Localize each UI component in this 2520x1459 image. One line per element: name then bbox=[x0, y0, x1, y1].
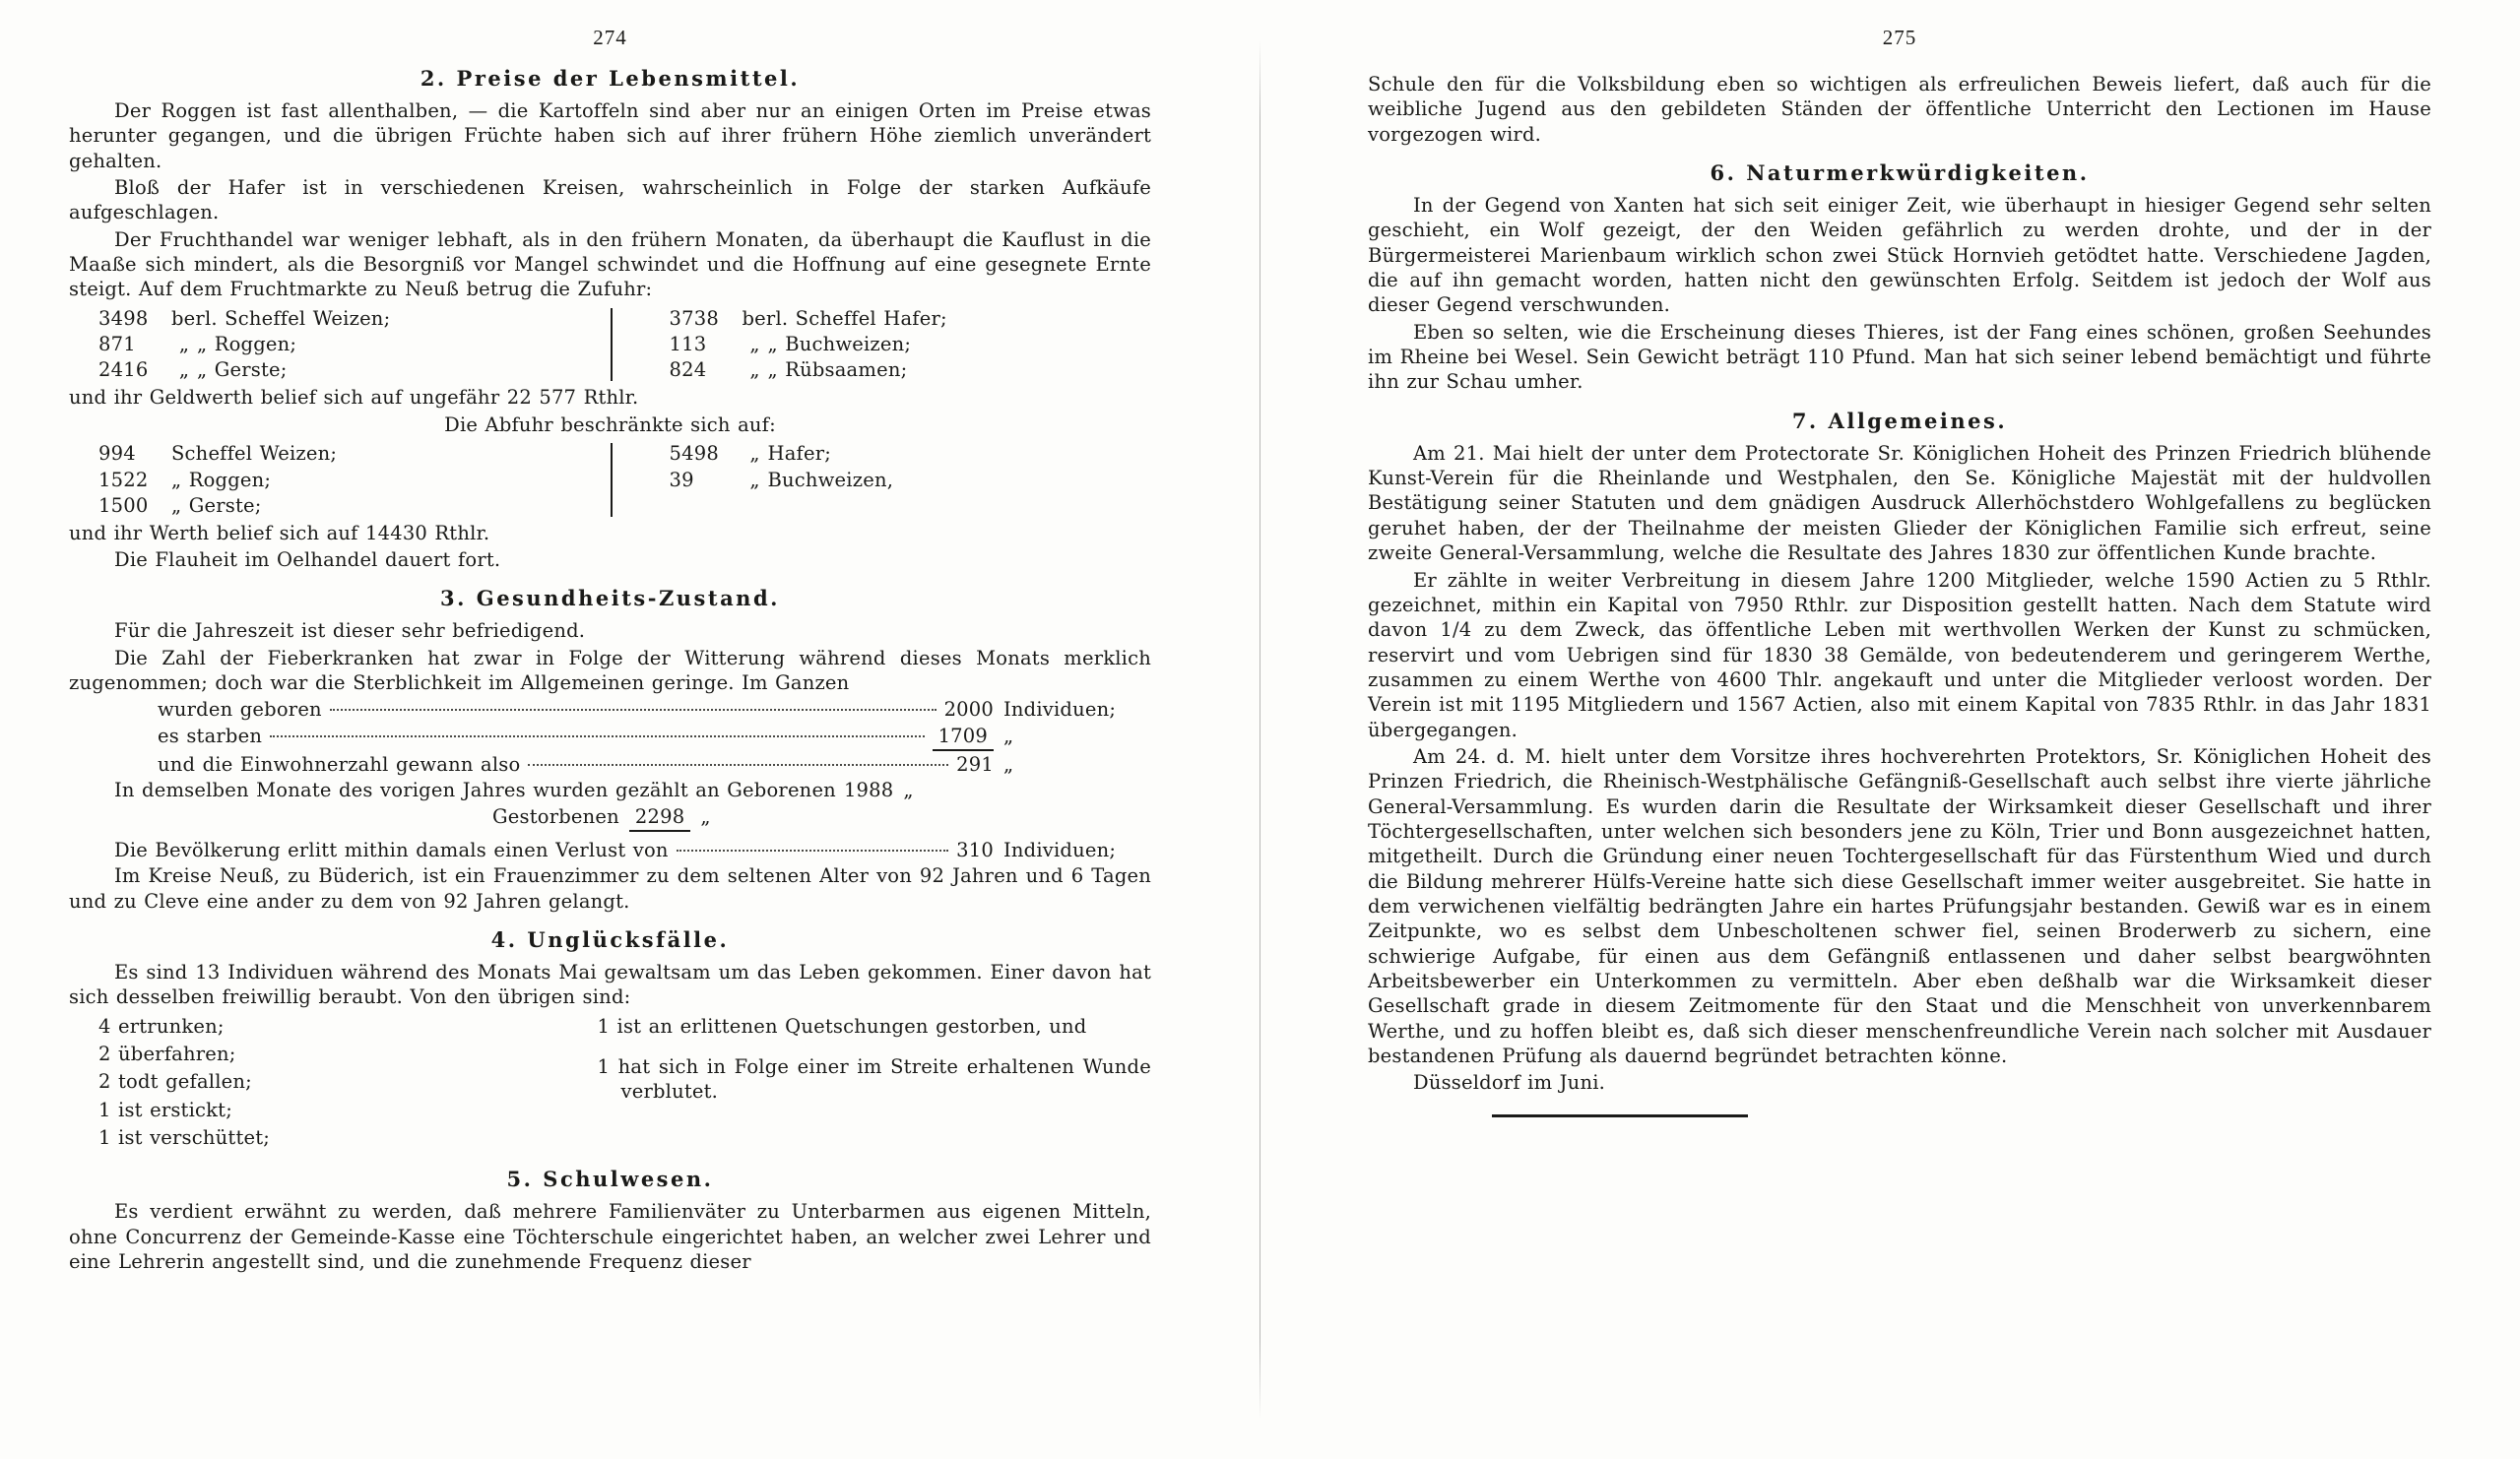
stat-row-died bbox=[69, 724, 1151, 751]
accidents-list-right bbox=[578, 1014, 1151, 1154]
leader-dots bbox=[528, 764, 948, 766]
cell-ditto: „ bbox=[749, 358, 760, 382]
leader-dots bbox=[677, 850, 948, 852]
stat-row-born bbox=[69, 697, 1151, 722]
abfuhr-table bbox=[69, 441, 1151, 518]
cell-unit: „ Rübsaamen; bbox=[767, 358, 908, 382]
stat-value: 310 bbox=[956, 838, 994, 861]
cell-ditto: „ bbox=[178, 333, 190, 356]
list-item: 2 todt gefallen; bbox=[98, 1070, 252, 1094]
stat-value: 291 bbox=[956, 752, 994, 776]
paragraph-continuation: Schule den für die Volksbildung eben so wichtigen als erfreulichen Beweis liefert, daß auch für die weibliche Jugend aus den gebildeten Ständen der öffentliche Unterricht den Lectionen im Hause vorgezogen wird. bbox=[1368, 73, 2431, 146]
stat-unit: „ bbox=[700, 804, 711, 828]
paragraph: Am 24. d. M. hielt unter dem Vorsitze ihres hochverehrten Protektors, Sr. Königlichen Hoheit des Prinzen Friedrich, die Rheinisch-Westphälische Gefängniß-Gesellschaft auch selbst ihre vierte jährliche General-Versammlung. Es wurden darin die Resultate der Wirksamkeit dieser Gesellschaft und ihrer Töchtergesellschaften, unter welchen sich besonders jene zu Köln, Trier und Bonn ausgezeichnet hatten, mitgetheilt. Durch die Gründung einer neuen Tochtergesellschaft für das Fürstenthum Wied und durch die Bildung mehrerer Hülfs-Vereine hatte sich diese Gesellschaft immer weiter ausgebreitet. Sie hatte in dem verwichenen vielfältig bedrängten Jahre ein hartes Prüfungsjahr bestanden. Gewiß war es in einem Zeitpunkte, wo es selbst dem Unbescholtenen schwer fiel, seinen Broderwerb zu sichern, eine schwierige Aufgabe, für einen aus dem Gefängniß entlassenen und daher selbst beargwöhnten Arbeitsbewerber ein Unterkommen zu vermitteln. Aber eben deßhalb war die Wirksamkeit dieser Gesellschaft grade in diesem Zeitmomente für den Staat und die Menschheit von unverkennbarem Werthe, und zu hoffen bleibt es, daß sich dieser menschenfreundliche Verein nach solcher mit Ausdauer bestandenen Prüfung als dauernd begründet betrachten könne. bbox=[1368, 744, 2431, 1068]
list-item: 1 ist an erlittenen Quetschungen gestorben, und bbox=[597, 1014, 1087, 1038]
cell-ditto: „ bbox=[178, 358, 190, 382]
paragraph: Am 21. Mai hielt der unter dem Protectorate Sr. Königlichen Hoheit des Prinzen Friedrich blühende Kunst-Verein für die Rheinlande und Westphalen, den Se. Königliche Majestät mit der huldvollen Bestätigung seiner Statuten und dem gnädigen Ausdruck Allerhöchstdero Wohlgefallens zu beglücken geruhet haben, der der Theilnahme der meisten Glieder der Königlichen Familie sich erfreut, seine zweite General-Versammlung, welche die Resultate des Jahres 1830 zur öffentlichen Kunde brachte. bbox=[1368, 441, 2431, 565]
stat-row-gain bbox=[69, 752, 1151, 777]
section-heading-7: 7. Allgemeines. bbox=[1791, 408, 2008, 433]
cell-unit: berl. Scheffel Hafer; bbox=[742, 306, 947, 330]
cell-unit: „ Gerste; bbox=[197, 358, 288, 382]
geldwerth-line: und ihr Geldwerth belief sich auf ungefähr 22 577 Rthlr. bbox=[69, 385, 639, 409]
paragraph: Er zählte in weiter Verbreitung in diesem Jahre 1200 Mitglieder, welche 1590 Actien zu 5 Rthlr. gezeichnet, mithin ein Kapital von 7950 Rthlr. zur Disposition gestellt hatten. Nach dem Statute wird davon 1/4 zu dem Zweck, das öffentliche Leben mit werthvollen Werken der Kunst zu schmücken, reservirt und vom Uebrigen sind für 1830 38 Gemälde, von bedeutenderem und geringerem Werthe, zusammen zu einem Werthe von 4600 Thlr. angekauft und unter die Mitglieder verloost worden. Der Verein ist mit 1195 Mitgliedern und 1567 Actien, also mit einem Kapital von 7835 Rthlr. in das Jahr 1831 übergegangen. bbox=[1368, 568, 2431, 741]
right-page-column bbox=[1260, 0, 2520, 1459]
paragraph: Der Roggen ist fast allenthalben, — die Kartoffeln sind aber nur an einigen Orten im Preise etwas herunter gegangen, und die übrigen Früchte haben sich auf ihrer frühern Höhe ziemlich unverändert gehalten. bbox=[69, 99, 1151, 172]
flauheit-line: Die Flauheit im Oelhandel dauert fort. bbox=[114, 547, 501, 571]
section-heading-2: 2. Preise der Lebensmittel. bbox=[420, 66, 801, 91]
leader-dots bbox=[270, 735, 924, 737]
list-item: 1 ist erstickt; bbox=[98, 1098, 232, 1121]
cell-value: 3738 bbox=[669, 306, 719, 330]
stat-unit: Individuen; bbox=[1003, 698, 1117, 722]
accidents-list-left bbox=[69, 1014, 578, 1154]
paragraph: Es verdient erwähnt zu werden, daß mehrere Familienväter zu Unterbarmen aus eigenen Mitteln, ohne Concurrenz der Gemeinde-Kasse eine Töchterschule eingerichtet haben, an welcher zwei Lehrer und eine Lehrerin angestellt sind, und die zunehmende Frequenz dieser bbox=[69, 1200, 1151, 1274]
cell-value: 5498 bbox=[669, 442, 719, 466]
section-heading-5: 5. Schulwesen. bbox=[506, 1167, 714, 1192]
list-item: 1 ist verschüttet; bbox=[98, 1126, 271, 1150]
cell-value: 1500 bbox=[98, 494, 149, 518]
page-number-left: 274 bbox=[593, 26, 627, 49]
cell-unit: „ Gerste; bbox=[171, 494, 262, 518]
werth-line: und ihr Werth belief sich auf 14430 Rthlr. bbox=[69, 521, 490, 544]
table-divider-rule bbox=[611, 308, 613, 381]
cell-ditto: „ bbox=[749, 442, 760, 466]
page-number-right: 275 bbox=[1882, 26, 1917, 49]
cell-value: 1522 bbox=[98, 468, 149, 491]
leader-dots bbox=[330, 709, 937, 711]
stat-unit: „ bbox=[903, 779, 914, 802]
paragraph: Im Kreise Neuß, zu Büderich, ist ein Frauenzimmer zu dem seltenen Alter von 92 Jahren und 6 Tagen und zu Cleve eine ander zu dem von 92 Jahren gelangt. bbox=[69, 864, 1151, 913]
stat-label: In demselben Monate des vorigen Jahres wurden gezählt an Geborenen bbox=[114, 779, 836, 802]
stat-row-prev-born bbox=[69, 778, 1151, 802]
cell-value: 39 bbox=[669, 468, 694, 491]
cell-ditto: „ bbox=[749, 468, 760, 491]
stat-unit: „ bbox=[1003, 752, 1014, 776]
paragraph: Es sind 13 Individuen während des Monats Mai gewaltsam um das Leben gekommen. Einer davon hat sich desselben freiwillig beraubt. Von den übrigen sind: bbox=[69, 960, 1151, 1009]
abfuhr-title: Die Abfuhr beschränkte sich auf: bbox=[444, 413, 776, 437]
cell-ditto: „ bbox=[749, 333, 760, 356]
paragraph: Die Zahl der Fieberkranken hat zwar in Folge der Witterung während dieses Monats merklich zugenommen; doch war die Sterblichkeit im Allgemeinen geringe. Im Ganzen bbox=[69, 646, 1151, 694]
cell-value: 3498 bbox=[98, 306, 149, 330]
signature-line: Düsseldorf im Juni. bbox=[1413, 1071, 1606, 1095]
cell-unit: berl. Scheffel Weizen; bbox=[171, 306, 391, 330]
paragraph: Eben so selten, wie die Erscheinung dieses Thieres, ist der Fang eines schönen, großen Seehundes im Rheine bei Wesel. Sein Gewicht beträgt 110 Pfund. Man hat sich seiner lebend bemächtigt und führte ihn zur Schau umher. bbox=[1368, 320, 2431, 394]
stat-unit: „ bbox=[1003, 724, 1014, 747]
cell-value: 824 bbox=[669, 358, 707, 382]
cell-unit: Scheffel Weizen; bbox=[171, 442, 338, 466]
section-heading-6: 6. Naturmerkwürdigkeiten. bbox=[1710, 160, 2090, 186]
cell-value: 2416 bbox=[98, 358, 149, 382]
accidents-list bbox=[69, 1014, 1151, 1154]
stat-row-prev-died bbox=[69, 804, 1151, 832]
stat-label: Die Bevölkerung erlitt mithin damals einen Verlust von bbox=[114, 838, 669, 861]
stat-label: Gestorbenen bbox=[492, 804, 619, 828]
list-item: 1 hat sich in Folge einer im Streite erhaltenen Wunde verblutet. bbox=[597, 1055, 1151, 1104]
stat-label: und die Einwohnerzahl gewann also bbox=[158, 752, 521, 776]
end-rule bbox=[1492, 1114, 1748, 1117]
paragraph: In der Gegend von Xanten hat sich seit einiger Zeit, wie überhaupt in hiesiger Gegend sehr selten geschieht, ein Wolf gezeigt, der den Weiden gefährlich zu werden drohte, und der in der Bürgermeisterei Marienbaum wirklich schon zwei Stück Hornvieh getödtet hatte. Verschiedene Jagden, die auf ihn gemacht worden, hatten nicht den gewünschten Erfolg. Seitdem ist jedoch der Wolf aus dieser Gegend verschwunden. bbox=[1368, 194, 2431, 317]
cell-unit: „ Roggen; bbox=[197, 333, 297, 356]
paragraph: Der Fruchthandel war weniger lebhaft, als in den frühern Monaten, da überhaupt die Kauflust in die Maaße sich mindert, als die Besorgniß vor Mangel schwindet und die Hoffnung auf eine gesegnete Ernte steigt. Auf dem Fruchtmarkte zu Neuß betrug die Zufuhr: bbox=[69, 227, 1151, 301]
cell-unit: Buchweizen, bbox=[767, 468, 894, 491]
section-heading-3: 3. Gesundheits-Zustand. bbox=[440, 586, 780, 611]
stat-unit: Individuen; bbox=[1003, 838, 1117, 861]
cell-unit: Hafer; bbox=[767, 442, 831, 466]
cell-value: 994 bbox=[98, 442, 136, 466]
table-divider-rule bbox=[611, 443, 613, 516]
section-heading-4: 4. Unglücksfälle. bbox=[490, 926, 730, 952]
stat-row-loss bbox=[69, 838, 1151, 862]
paragraph: Für die Jahreszeit ist dieser sehr befriedigend. bbox=[114, 619, 586, 643]
stat-value: 1709 bbox=[933, 724, 994, 751]
stat-value: 2000 bbox=[943, 698, 994, 722]
paragraph: Bloß der Hafer ist in verschiedenen Kreisen, wahrscheinlich in Folge der starken Aufkäufe aufgeschlagen. bbox=[69, 176, 1151, 224]
stat-label: wurden geboren bbox=[158, 698, 322, 722]
list-item: 2 überfahren; bbox=[98, 1043, 236, 1065]
cell-unit: „ Buchweizen; bbox=[767, 333, 912, 356]
stat-value: 1988 bbox=[843, 779, 894, 802]
cell-value: 113 bbox=[669, 333, 707, 356]
stat-label: es starben bbox=[158, 724, 263, 747]
zufuhr-table bbox=[69, 306, 1151, 383]
stat-value: 2298 bbox=[629, 804, 690, 832]
cell-value: 871 bbox=[98, 333, 136, 356]
list-item: 4 ertrunken; bbox=[98, 1014, 225, 1038]
cell-unit: „ Roggen; bbox=[171, 468, 272, 491]
